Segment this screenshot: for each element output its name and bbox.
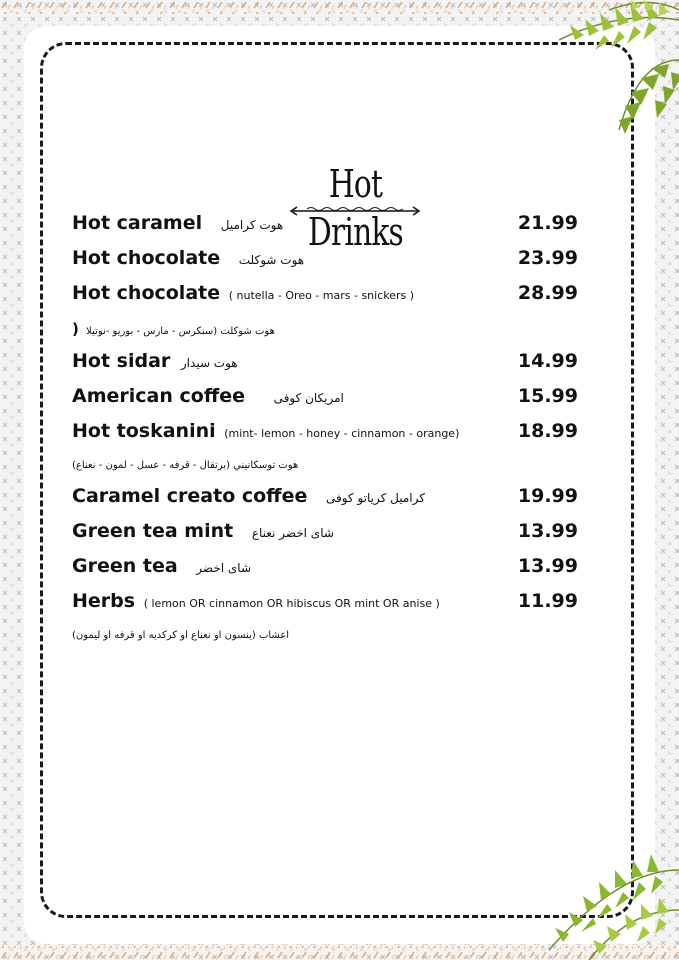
menu-item [72,247,582,277]
item-name [72,555,251,577]
palm-leaves-top-icon [499,0,679,160]
menu-item [72,555,582,585]
item-price: 15.99 [517,385,578,407]
item-name [72,282,414,304]
item-detail: ( lemon OR cinnamon OR hibiscus OR mint OR anise ) [143,597,440,610]
item-name [72,590,440,612]
item-name-en: Green tea [72,555,178,577]
item-price: 13.99 [517,520,578,542]
item-price: 11.99 [517,590,578,612]
item-name-en: Hot chocolate [72,282,221,304]
item-name-en: Hot chocolate [72,247,221,269]
menu-title [283,160,428,254]
menu-item [72,420,582,450]
menu-item [72,350,582,380]
item-name-en: Hot toskanini [72,420,216,442]
menu-item [72,282,582,312]
item-price: 19.99 [517,485,578,507]
item-name-en: Caramel creato coffee [72,485,308,507]
menu-item [72,212,582,242]
item-sub-paren: ) [72,320,79,338]
item-name-ar: هوت شوكلت [238,253,305,267]
item-name [72,350,238,372]
item-name [72,247,304,269]
item-price: 18.99 [517,420,578,442]
title-text: Hot Drinks [307,162,403,254]
item-price: 14.99 [517,350,578,372]
item-price: 28.99 [517,282,578,304]
item-name-en: Hot sidar [72,350,171,372]
item-name [72,212,283,234]
item-name [72,385,344,407]
menu-item [72,590,582,620]
palm-leaves-bottom-icon [509,840,679,960]
item-name-ar: هوت كراميل [220,218,284,232]
item-sub-arabic [72,320,275,338]
item-sub-ar: هوت شوكلت (سنكرس - مارس - بوريو -نوتيلا [86,326,275,337]
item-name-ar: امريكان كوفى [273,391,344,405]
item-price: 23.99 [517,247,578,269]
item-name [72,420,459,442]
menu-item [72,385,582,415]
item-detail: ( nutella - Oreo - mars - snickers ) [228,289,415,302]
item-name-en: American coffee [72,385,245,407]
item-price: 21.99 [517,212,578,234]
item-name-en: Green tea mint [72,520,234,542]
item-name-ar: شاى اخضر [196,561,251,575]
item-sub-arabic: اعشاب (ينسون او نعناع او كركديه او قرفه او ليمون) [72,630,290,641]
item-detail: (mint- lemon - honey - cinnamon - orange) [224,427,460,440]
item-sub-arabic: هوت توسكانيني (برتقال - قرفه - عسل - لمون - نعناع) [72,460,299,471]
menu-item [72,520,582,550]
menu-item [72,485,582,515]
item-name [72,520,334,542]
item-name-en: Hot caramel [72,212,203,234]
item-name-ar: هوت سيدار [180,356,238,370]
item-name-ar: كراميل كرياتو كوفى [325,491,425,505]
item-price: 13.99 [517,555,578,577]
item-name [72,485,425,507]
item-name-ar: شاى اخضر نعناع [251,526,334,540]
item-name-en: Herbs [72,590,136,612]
